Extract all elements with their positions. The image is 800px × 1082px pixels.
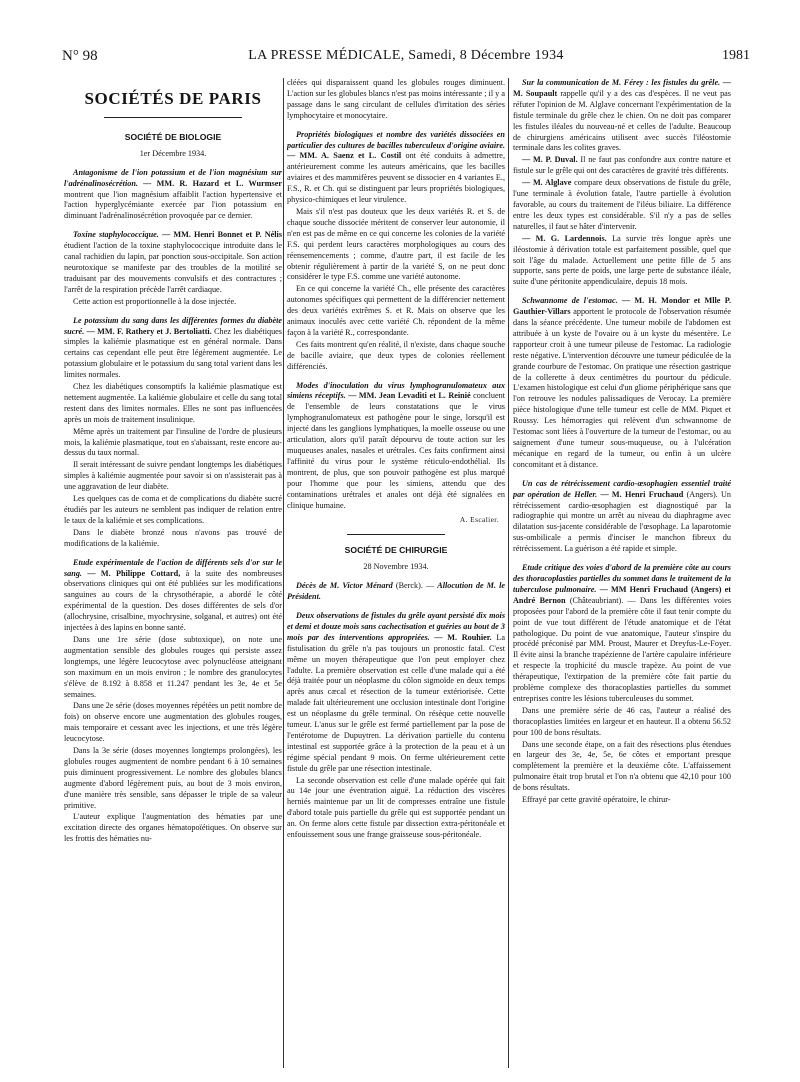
article-authors: — M. G. Lardennois. bbox=[522, 233, 607, 243]
paragraph: Mais s'il n'est pas douteux que les deux variétés R. et S. de chaque souche dissociée méritent de conserver leur autonomie, il n'en est pas de même en ce qui concerne les colonies de la variété F.S. qui perdent leurs caractères morphologiques au cours des réensemencements ; comme, d'autre part, il est facile de les obtenir régulièrement à partir de la variété S, on ne peut donc considérer le type F.S. comme une variété autonome. bbox=[287, 206, 505, 282]
article bbox=[287, 581, 505, 603]
article-authors: — MM. F. Rathery et J. Bertoliatti. bbox=[84, 326, 212, 336]
column-rule bbox=[508, 78, 509, 1068]
paragraph: cléées qui disparaissent quand les globules rouges diminuent. L'action sur les globules blancs n'est pas moins intéressante ; il y a passage dans le sang circulant de cellules d'irritation des séries lymphocytaire et monocytaire. bbox=[287, 78, 505, 120]
article-authors: — M. Philippe Cottard, bbox=[81, 568, 181, 578]
article bbox=[64, 230, 282, 295]
article-authors: — MM. A. Saenz et L. Costil bbox=[287, 151, 402, 161]
section-date: 28 Novembre 1934. bbox=[363, 562, 429, 572]
article-title: Le potassium du sang dans les différentes formes du diabète sucré. bbox=[64, 315, 282, 336]
article-text: rappelle qu'il y a des cas d'espèces. Il ne veut pas réfuter l'opinion de M. Alglave concernant l'expérimentation de la fistule terminale du grêle chez le chien. On ne doit pas comparer les fistules iléales du nouveau-né et celles de l'adulte. Beaucoup de chirurgiens américains utilisent avec succès l'iléostomie terminale dans les colites graves. bbox=[513, 88, 731, 153]
column-1 bbox=[64, 78, 282, 1070]
article bbox=[64, 558, 282, 634]
divider bbox=[347, 534, 445, 535]
article-title: Modes d'inoculation du virus lymphogranulomateux aux simiens réceptifs. bbox=[287, 380, 505, 401]
article bbox=[287, 130, 505, 206]
article-text: (Angers). Un rétrécissement cardio-œsophagien est diagnostiqué par la radiographie qui montre un arrêt au niveau du diaphragme avec dilatation sus-jacente considérable de l'œsophage. La laparotomie sus-ombilicale a permis d'inciser le manchon fibreux du rétrécissement. La guérison a été rapide et simple. bbox=[513, 489, 731, 554]
article-text: compare deux observations de fistule du grêle, l'une terminale à évolution fatale, l'autre partielle à évolution favorable, au cours du traitement de l'iléus biliaire. La différence entre les deux types est considérable. S'il n'y a pas de selles naturelles, il faut se hâter d'intervenir. bbox=[513, 178, 731, 231]
article-title: Antagonisme de l'ion potassium et de l'ion magnésium sur l'adrénalinosécrétion. bbox=[64, 167, 282, 188]
article-title: Etude critique des voies d'abord de la première côte au cours des thoracoplasties partielles du sommet dans le traitement de la tuberculose pulmonaire. bbox=[513, 563, 731, 594]
section-date: 1er Décembre 1934. bbox=[139, 148, 207, 158]
article-text: apportent le protocole de l'observation résumée dans la séance précédente. Une tumeur mobile de l'abdomen est attribuée à un kyste de l'ovaire ou à un kyste du mésentère. Le rapporteur croit à une tumeur pileuse de l'estomac. La radiologie reste négative. L'intervention découvre une tumeur pédiculée de la grande courbure de l'estomac. On pratique une résection gastrique de la collerette à deux centimètres du pourtour du pédicule. L'examen histologique est celui d'un gliome périphérique sans que l'on retrouve les nodules palissadiques de Verocay. La première pièce histologique d'une telle tumeur est celle de MM. Piquet et Roussy. Les hémorragies qui relèvent d'un schwannome de l'estomac sont liées à l'ouverture de la tumeur de l'estomac, ou au saignement d'une tumeur sous-muqueuse, ou à l'ulcération mécanique en regard de la tumeur, ou enfin à un ulcère concomitant et à distance. bbox=[513, 307, 731, 469]
article-text: étudient l'action de la toxine staphylococcique introduite dans le canal rachidien du lapin, par ponction sous-occipitale. Son action neurotoxique se manifeste par des troubles de la motilité se traduisant par des mouvements convulsifs et des contractures ; l'arrêt de la respiration précède l'arrêt cardiaque. bbox=[64, 241, 282, 294]
article-authors: — MM. Henri Bonnet et P. Nélis bbox=[158, 230, 282, 240]
article-authors: — M. Soupault bbox=[513, 78, 731, 98]
paragraph bbox=[513, 155, 731, 177]
paragraph: Dans une 2e série (doses moyennes répétées un petit nombre de fois) on observe encore une augmentation des globules rouges, mais temporaire et cessant avec les injections, et une très légère leucocytose. bbox=[64, 701, 282, 744]
article-text: Chez les diabétiques simples la kaliémie plasmatique est en général normale. Dans certains cas cependant elle peut être légèrement augmentée. Le potassium globulaire et le potassium du sang total varient dans les limites normales. bbox=[64, 326, 282, 380]
column-3 bbox=[513, 78, 731, 1070]
paragraph: L'auteur explique l'augmentation des hématies par une excitation directe des organes hématopoïétiques. On observe sur les frottis des hématies nu- bbox=[64, 812, 282, 844]
paragraph: Dans une 1re série (dose subtoxique), on note une augmentation sensible des globules rouges qui persiste assez longtemps, une légère leucocytose avec polynucléose atteignant son maximum en un mois environ ; le nombre des granulocytes s'élève de 8.192 à 8.858 et 11.247 pendant les 3e, 4e et 5e semaines. bbox=[64, 634, 282, 699]
article-title: Deux observations de fistules du grêle ayant persisté dix mois et demi et douze mois sans cachectisation et guéries au bout de 3 mois par des interventions appropriées. bbox=[287, 610, 505, 642]
article-title: Décès de M. Victor Ménard bbox=[296, 581, 393, 591]
paragraph: Dans une seconde étape, on a fait des résections plus étendues en largeur des 3e, 4e, 5e, 6e côtes et emportant presque complètement la première et la deuxième côte. L'affaissement pulmonaire était trop brutal et l'on n'a obtenu que 42,10 pour 100 de bons résultats. bbox=[513, 739, 731, 793]
article bbox=[513, 78, 731, 154]
article-authors: — M. Henri Fruchaud bbox=[597, 489, 684, 499]
page-header bbox=[62, 48, 750, 68]
paragraph: Dans la 3e série (doses moyennes longtemps prolongées), les globules rouges augmentent de nombre pendant 6 à 10 semaines puis diminuent progressivement. Le nombre des globules blancs augmente d'abord légèrement puis, au bout de 3 mois environ, d'une manière très sensible, sans dépasser le triple de sa valeur primitive. bbox=[64, 746, 282, 810]
paragraph: Même après un traitement par l'insuline de l'ordre de plusieurs mois, la kaliémie plasmatique, tout en s'abaissant, reste encore au-dessus du taux normal. bbox=[64, 426, 282, 458]
article-authors: — M. Alglave bbox=[522, 178, 572, 188]
article-text: montrent que l'ion magnésium affaiblit l'action hypertensive et l'action hyperglycémiante exercée par l'ion potassium en diminuant l'adrénalinosécrétion provoquée par ce dernier. bbox=[64, 189, 282, 221]
article bbox=[64, 316, 282, 381]
paragraph: Ces faits montrent qu'en réalité, il n'existe, dans chaque souche de bacille aviaire, que deux types de colonies réellement différenciés. bbox=[287, 339, 505, 371]
divider bbox=[104, 117, 242, 118]
article-title: Propriétés biologiques et nombre des variétés dissociées en particulier des cultures de bacilles tuberculeux d'origine aviaire. bbox=[287, 129, 505, 150]
paragraph bbox=[513, 178, 731, 233]
paragraph: En ce qui concerne la variété Ch., elle présente des caractères autonomes spécifiques qui permettent de la différencier nettement des deux variétés extrêmes S. et R. Mais on observe que les animaux inoculés avec cette variété Ch. répondent de la même façon à la variété R., correspondante. bbox=[287, 284, 505, 337]
signature: A. Escalier. bbox=[459, 515, 499, 525]
section-title: SOCIÉTÉ DE CHIRURGIE bbox=[344, 545, 448, 556]
paragraph: Effrayé par cette gravité opératoire, le chirur- bbox=[522, 795, 671, 805]
page-number: 1981 bbox=[722, 48, 750, 63]
paragraph: Dans le diabète bronzé nous n'avons pas trouvé de modifications de la kaliémie. bbox=[64, 527, 282, 548]
article-text: ont été conduits à admettre, antérieurement comme les auteurs américains, que les bacilles aviaires et des mammifères peuvent se dissocier en 4 variantes E., F.S., R. et Ch. qui se distinguent par leurs propriétés biologiques, physico-chimiques et leur virulence. bbox=[287, 151, 505, 205]
article-authors: — M. P. Duval. bbox=[522, 155, 578, 165]
journal-title: LA PRESSE MÉDICALE, Samedi, 8 Décembre 1934 bbox=[248, 48, 564, 63]
article-authors: — MM Henri Fruchaud (Angers) et André Bernon bbox=[513, 584, 731, 605]
article bbox=[287, 381, 505, 512]
article bbox=[513, 296, 731, 471]
section-title: SOCIÉTÉ DE BIOLOGIE bbox=[124, 131, 222, 142]
article-title: Allocution de M. le Président. bbox=[287, 581, 505, 602]
article-title: Etude expérimentale de l'action de différents sels d'or sur le sang. bbox=[64, 557, 282, 578]
article-title: Un cas de rétrécissement cardio-œsophagien essentiel traité par opération de Heller. bbox=[513, 478, 731, 499]
article bbox=[513, 563, 731, 705]
article-text: La fistulisation du grêle n'a pas toujours un pronostic fatal. C'est même un moyen thérapeutique que l'on peut employer chez l'adulte. La première observation est celle d'une malade qui a été déjà traitée pour un néoplasme du côlon sigmoïde en deux temps après anus cæcal et résection de la tumeur extériorisée. Cette malade fait ultérieurement une occlusion intestinale dont l'origine est un néoplasme du grêle terminal. On résèque cette nouvelle tumeur. L'anus sur le grêle est fermé partiellement par la pose de l'entérotome de Dupuytren. La dérivation partielle du contenu intestinal est supportée grâce à la protection de la peau et à un régime spécial pendant 9 mois. On ferme ultérieurement cette fistule du grêle par une résection intestinale. bbox=[287, 632, 505, 773]
article-text: concluent de l'ensemble de leurs constatations que le virus lymphogranulomateux est pathogène pour le singe, lorsqu'il est injecté dans les ganglions lymphatiques, la moelle osseuse ou une articulation, alors qu'il paraît dépourvu de toute action sur les muqueuses anales, nasales et urétrales. Ces faits confirment ainsi l'affinité du virus pour le système réticulo-endothélial. Ils montrent, de plus, que son pouvoir pathogène est plus marqué pour l'homme que pour les simiens, attendu que des contaminations urétrales et anales ont déjà été signalées en clinique humaine. bbox=[287, 391, 505, 510]
article-authors: — M. Rouhier. bbox=[429, 632, 492, 642]
article-authors: — M. H. Mondor et Mlle P. Gauthier-Villars bbox=[513, 296, 731, 317]
issue-number: N° 98 bbox=[62, 48, 98, 64]
article-authors: — MM. R. Hazard et L. Wurmser bbox=[137, 178, 282, 188]
paragraph bbox=[513, 234, 731, 289]
article-title: Toxine staphylococcique. bbox=[73, 230, 159, 240]
article-text: (Châteaubriant). — Dans les différentes voies proposées pour l'abord de la première côte il faut tenir compte du point de vue tout différent de l'étude anatomique et de l'état pathologique. Du point de vue anatomique, l'auteur s'inspire du procédé préconisé par MM. Proust, Maurer et Dreyfus-Le-Foyer. Il évite ainsi la branche trapézienne de l'artère capulaire inférieure et respecte la trophicité du muscle trapèze. Au point de vue thérapeutique, l'extirpation de la première côte fait partie du problème complexe des thoracoplasties partielles du sommet entreprises contre les lésions tuberculeuses du sommet. bbox=[513, 595, 731, 703]
article-title: Schwannome de l'estomac. bbox=[522, 296, 618, 306]
article-text: à la suite des nombreuses observations cliniques qui ont été publiées sur les modifications sanguines au cours de la chrysothérapie, a abordé le côté expérimental de la question. Des doses différentes de sels d'or (allochrysine, crisalbine, myochrysine, solganal, et autres) ont été injectées à des lapins en bonne santé. bbox=[64, 568, 282, 633]
paragraph: Dans une première série de 46 cas, l'auteur a réalisé des thoracoplasties limitées en largeur et en hauteur. Il a obtenu 56.52 pour 100 de bons résultats. bbox=[513, 705, 731, 737]
main-title: SOCIÉTÉS DE PARIS bbox=[84, 89, 262, 108]
paragraph: La seconde observation est celle d'une malade opérée qui fait au 14e jour une éventration aiguë. La réduction des viscères herniés maintenue par un lit de compresses entraîne une fistule d'abord totale puis partielle du grêle qui est supportée pendant un an. On ferme alors cette fistule par dissection extra-péritonéale et enfouissement sous une frange graisseuse sous-péritonéale. bbox=[287, 775, 505, 840]
article bbox=[513, 479, 731, 555]
column-2 bbox=[287, 78, 505, 1070]
article bbox=[64, 168, 282, 223]
article-authors: — MM. Jean Levaditi et L. Reinié bbox=[345, 391, 471, 401]
paragraph: Chez les diabétiques consomptifs la kaliémie plasmatique est nettement augmentée. La kaliémie globulaire et celle du sang total restent dans des limites normales. Elles ne sont pas influencées après un mois de traitement insulinique. bbox=[64, 382, 282, 424]
paragraph: Cette action est proportionnelle à la dose injectée. bbox=[73, 296, 237, 306]
article-text: Il ne faut pas confondre aux contre nature et fistule sur le grêle qui ont des caractères de gravité très différents. bbox=[513, 155, 731, 176]
article-title: Sur la communication de M. Férey : les fistules du grêle. bbox=[522, 78, 721, 87]
paragraph: Les quelques cas de coma et de complications du diabète sucré étudiés par les auteurs ne semblent pas indiquer de relation entre le taux de la kaliémie et ses complications. bbox=[64, 494, 282, 525]
article-text: La survie très longue après une iléostomie à dérivation totale est parfaitement possible, quel que soit l'âge du malade. Actuellement une petite fille de 5 ans supporte, sans perte de poids, une large perte de substance iléale, suite d'une péritonite appendiculaire, depuis 18 mois. bbox=[513, 233, 731, 287]
article bbox=[287, 611, 505, 775]
column-rule bbox=[283, 78, 284, 1068]
article-text: (Berck). — bbox=[392, 581, 438, 591]
paragraph: Il serait intéressant de suivre pendant longtemps les diabétiques simples à kaliémie augmentée pour savoir si on n'assisterait pas à une aggravation de leur diabète. bbox=[64, 460, 282, 492]
